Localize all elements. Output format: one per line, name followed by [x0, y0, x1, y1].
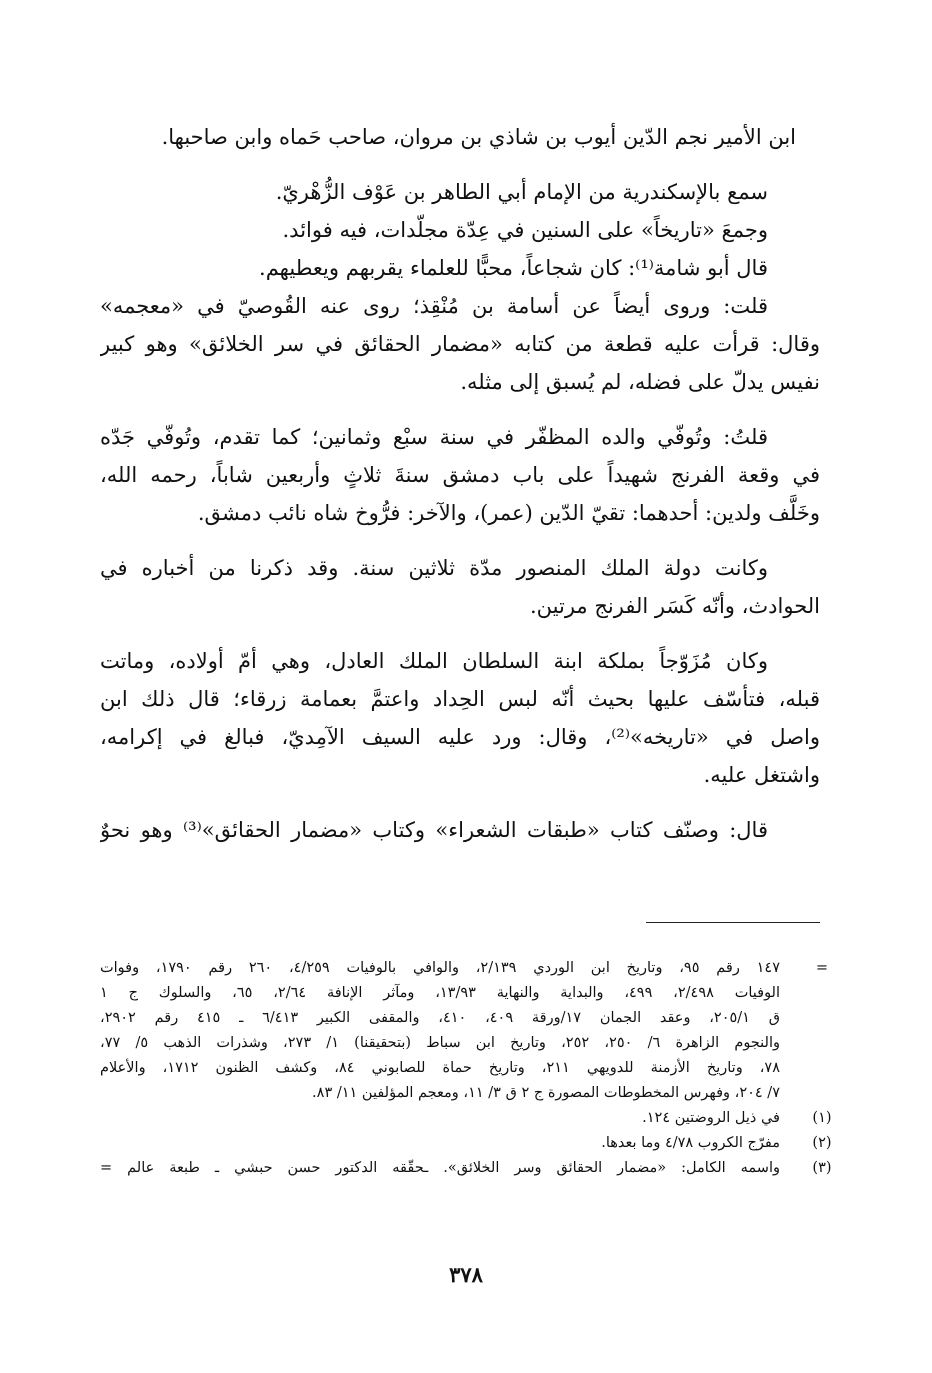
footnote-text: ٧٨، وتاريخ الأزمنة للدويهي ٢١١، وتاريخ حماة للصابوني ٨٤، وكشف الظنون ١٧١٢، والأعلام [100, 1060, 780, 1076]
footnote-continuation-line [100, 1056, 840, 1081]
paragraph-1 [100, 118, 820, 156]
page-number: ٣٧٨ [449, 1262, 483, 1287]
text-line: نفيس يدلّ على فضله، لم يُسبق إلى مثله. [460, 370, 820, 394]
continuation-mark: = [815, 960, 829, 976]
text-line: وكانت دولة الملك المنصور مدّة ثلاثين سنة. وقد ذكرنا من أخباره في [100, 556, 768, 580]
footnote-continuation-line [100, 981, 840, 1006]
footnote-text: والنجوم الزاهرة ٦/ ٢٥٠، ٢٥٢، وتاريخ ابن سباط (بتحقيقنا) ١/ ٢٧٣، وشذرات الذهب ٥/ ٧٧، [100, 1035, 780, 1051]
footnote-3 [100, 1156, 840, 1181]
text-line: الحوادث، وأنّه كَسَر الفرنج مرتين. [530, 594, 820, 618]
footnote-text: في ذيل الروضتين ١٢٤. [642, 1110, 780, 1126]
text-line: وكان مُزَوّجاً بملكة ابنة السلطان الملك العادل، وهي أمّ أولاده، وماتت [100, 649, 768, 673]
footnote-text: ٧/ ٢٠٤، وفهرس المخطوطات المصورة ج ٢ ق ٣/ ١١، ومعجم المؤلفين ١١/ ٨٣. [312, 1085, 780, 1101]
paragraph-6 [100, 811, 820, 849]
footnote-continuation-line [100, 1081, 840, 1106]
text-line: في وقعة الفرنج شهيداً على باب دمشق سنةَ ثلاثٍ وأربعين شاباً، رحمه الله، [100, 463, 820, 487]
footnote-continuation-line [100, 1006, 840, 1031]
paragraph-3 [100, 418, 820, 532]
footnote-text: واسمه الكامل: «مضمار الحقائق وسر الخلائق». ـحقّقه الدكتور حسن حبشي ـ طبعة عالم = [100, 1160, 780, 1176]
footnote-text: ق ٢٠٥/١، وعقد الجمان ١٧/ورقة ٤٠٩، ٤١٠، والمقفى الكبير ٦/٤١٣ ـ ٤١٥ رقم ٢٩٠٢، [100, 1010, 780, 1026]
footnotes [100, 956, 840, 1181]
text-line: وقال: قرأت عليه قطعة من كتابه «مضمار الحقائق في سر الخلائق» وهو كبير [100, 332, 820, 356]
footnote-continuation-line [100, 1031, 840, 1056]
footnote-2 [100, 1131, 840, 1156]
footnote-text: مفرّج الكروب ٤/٧٨ وما بعدها. [601, 1135, 780, 1151]
text-line: قلتُ: وتُوفّي والده المظفّر في سنة سبْع وثمانين؛ كما تقدم، وتُوفّي جَدّه [100, 425, 768, 449]
text-line: واشتغل عليه. [703, 763, 820, 787]
text-line: سمع بالإسكندرية من الإمام أبي الطاهر بن عَوْف الزُّهْريّ. [275, 180, 768, 204]
text-line: قلت: وروى أيضاً عن أسامة بن مُنْقِذ؛ روى عنه القُوصيّ في «معجمه» [100, 294, 768, 318]
paragraph-2 [100, 173, 820, 401]
text-line: قبله، فتأسّف عليها بحيث أنّه لبس الحِداد واعتمَّ بعمامة زرقاء؛ قال ذلك ابن [100, 687, 820, 711]
footnote-number: (٢) [812, 1135, 832, 1151]
text-line: ابن الأمير نجم الدّين أيوب بن شاذي بن مروان، صاحب حَماه وابن صاحبها. [161, 125, 796, 149]
footnote-text: ١٤٧ رقم ٩٥، وتاريخ ابن الوردي ٢/١٣٩، والوافي بالوفيات ٤/٢٥٩، ٢٦٠ رقم ١٧٩٠، وفوات [100, 960, 780, 976]
footnote-number: (٣) [812, 1160, 832, 1176]
text-line: واصل في «تاريخه»⁽²⁾، وقال: ورد عليه السيف الآمِديّ، فبالغ في إكرامه، [100, 725, 820, 749]
text-line: وجمعَ «تاريخاً» على السنين في عِدّة مجلّدات، فيه فوائد. [282, 218, 768, 242]
text-line: قال أبو شامة⁽¹⁾: كان شجاعاً، محبًّا للعلماء يقربهم ويعطيهم. [259, 256, 768, 280]
footnote-separator [646, 922, 820, 923]
paragraph-5 [100, 642, 820, 794]
footnote-1 [100, 1106, 840, 1131]
footnote-number: (١) [812, 1110, 832, 1126]
footnote-continuation-line [100, 956, 840, 981]
text-line: وخَلَّف ولدين: أحدهما: تقيّ الدّين (عمر)، والآخر: فرُّوخ شاه نائب دمشق. [197, 501, 820, 525]
footnote-text: الوفيات ٢/٤٩٨، ٤٩٩، والبداية والنهاية ١٣/٩٣، ومآثر الإنافة ٢/٦٤، ٦٥، والسلوك ج ١ [100, 985, 781, 1001]
paragraph-4 [100, 549, 820, 625]
text-line: قال: وصنّف كتاب «طبقات الشعراء» وكتاب «مضمار الحقائق»⁽³⁾ وهو نحوٌ [100, 818, 768, 842]
main-text [100, 118, 820, 849]
